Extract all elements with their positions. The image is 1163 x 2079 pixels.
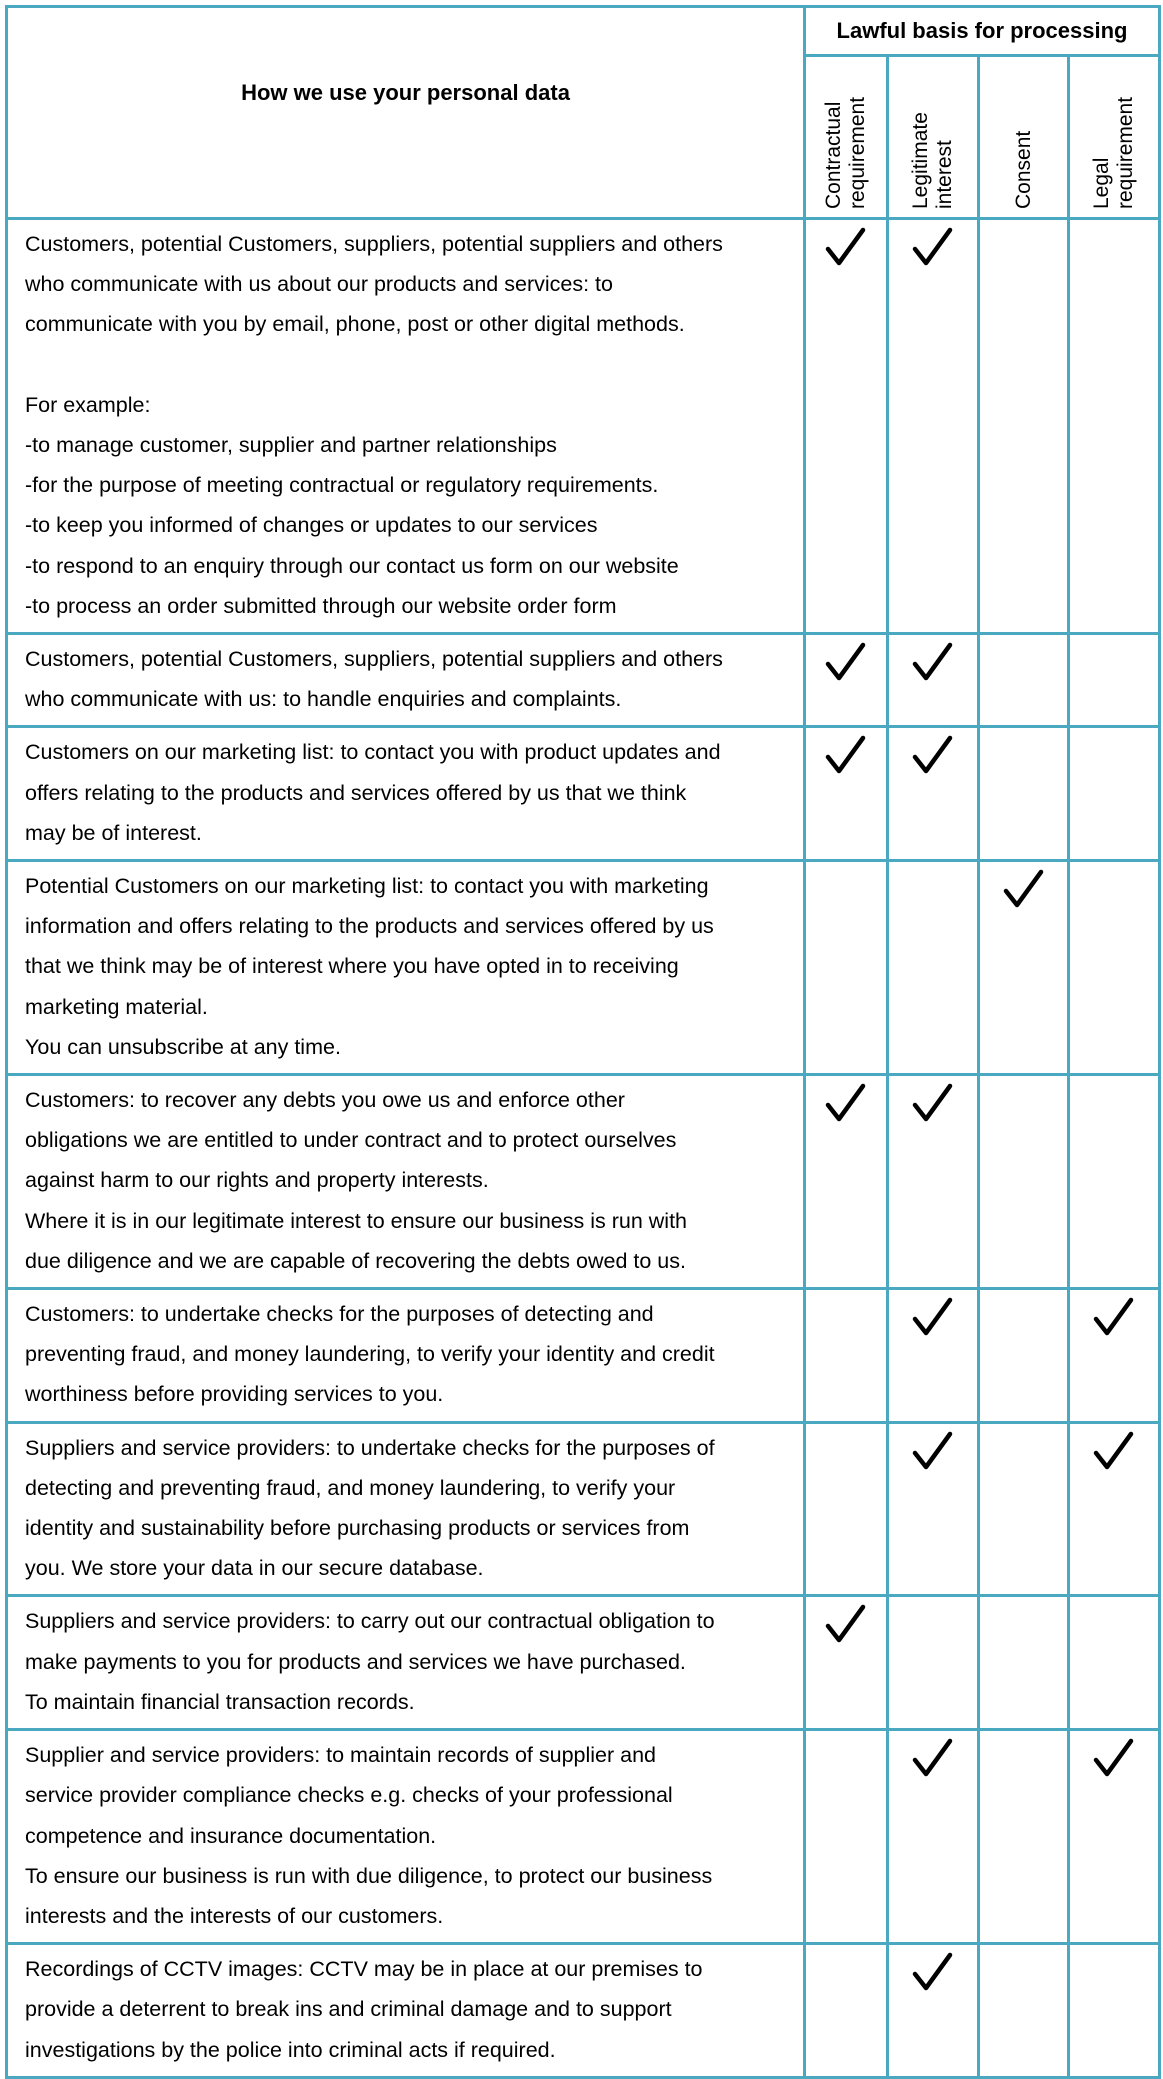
purpose-text-line: that we think may be of interest where you have opted in to receiving [25,954,679,979]
purpose-text-line: Where it is in our legitimate interest to ensure our business is run with [25,1208,688,1233]
purpose-text-line: communicate with you by email, phone, post or other digital methods. [25,312,685,337]
purpose-text-line: you. We store your data in our secure database. [25,1556,484,1581]
purpose-text-line: investigations by the police into criminal acts if required. [25,2037,556,2062]
basis-cell-legal [1069,634,1160,727]
basis-cell-legitimate [888,727,979,861]
basis-cell-contractual [805,1596,888,1730]
purpose-cell [7,1730,805,1944]
lawful-basis-title: Lawful basis for processing [836,18,1128,43]
basis-cell-legitimate [888,861,979,1075]
basis-label-legal: Legal requirement [1090,96,1137,209]
checkmark-icon [911,734,955,778]
purpose-cell [7,634,805,727]
basis-cell-legitimate [888,1289,979,1423]
table-row [7,861,1160,1075]
lawful-basis-table [5,5,1161,2079]
basis-cell-consent [979,634,1069,727]
purpose-text-line: against harm to our rights and property interests. [25,1168,489,1193]
table-row [7,727,1160,861]
basis-cell-contractual [805,1944,888,2078]
purpose-text-line: For example: [25,392,151,417]
purpose-text-line: make payments to you for products and services we have purchased. [25,1649,686,1674]
checkmark-icon [911,1737,955,1781]
purpose-text-line: Customers, potential Customers, suppliers, potential suppliers and others [25,232,723,256]
purpose-text-line: -to respond to an enquiry through our contact us form on our website [25,553,679,578]
basis-cell-legitimate [888,1596,979,1730]
use-column-header [7,7,805,219]
purpose-text-line: provide a deterrent to break ins and criminal damage and to support [25,1997,672,2022]
basis-cell-legal [1069,1596,1160,1730]
basis-cell-legitimate [888,1422,979,1596]
purpose-text-line: Customers, potential Customers, suppliers, potential suppliers and others [25,647,723,672]
table-row [7,1422,1160,1596]
basis-cell-legal [1069,1730,1160,1944]
basis-cell-contractual [805,1289,888,1423]
purpose-text-line: may be of interest. [25,820,202,845]
checkmark-icon [824,1603,868,1647]
purpose-cell [7,1422,805,1596]
checkmark-icon [1092,1430,1136,1474]
checkmark-icon [911,1430,955,1474]
basis-header-contractual [805,56,888,219]
checkmark-icon [1092,1296,1136,1340]
purpose-text-line: service provider compliance checks e.g. checks of your professional [25,1783,673,1808]
table-row [7,1075,1160,1289]
purpose-text-line: preventing fraud, and money laundering, to verify your identity and credit [25,1342,715,1367]
checkmark-icon [824,1082,868,1126]
purpose-text-line: identity and sustainability before purchasing products or services from [25,1516,690,1541]
purpose-text-line: who communicate with us: to handle enquiries and complaints. [25,687,622,712]
purpose-text-line: To ensure our business is run with due diligence, to protect our business [25,1863,713,1888]
lawful-basis-header [805,7,1160,56]
table-body [7,219,1160,2078]
basis-cell-contractual [805,219,888,634]
purpose-text-line: offers relating to the products and services offered by us that we think [25,780,687,805]
basis-label-contractual: Contractual requirement [822,96,869,209]
checkmark-icon [824,226,868,270]
purpose-text-line: Potential Customers on our marketing list: to contact you with marketing [25,874,709,899]
purpose-text-line: Suppliers and service providers: to undertake checks for the purposes of [25,1435,715,1460]
basis-label-consent: Consent [1011,130,1035,209]
purpose-text-line: -to keep you informed of changes or updates to our services [25,513,598,538]
basis-cell-consent [979,1289,1069,1423]
purpose-cell [7,219,805,634]
basis-cell-consent [979,727,1069,861]
basis-cell-legitimate [888,219,979,634]
basis-cell-consent [979,219,1069,634]
purpose-text-line: Suppliers and service providers: to carry out our contractual obligation to [25,1609,715,1634]
basis-cell-legal [1069,1422,1160,1596]
purpose-text-line: obligations we are entitled to under contract and to protect ourselves [25,1128,677,1153]
purpose-text-line: worthiness before providing services to you. [25,1382,444,1407]
basis-cell-contractual [805,1422,888,1596]
purpose-text-line: To maintain financial transaction records. [25,1689,415,1714]
checkmark-icon [911,226,955,270]
table-row [7,1730,1160,1944]
basis-cell-legitimate [888,1944,979,2078]
table-row [7,1596,1160,1730]
basis-cell-legal [1069,1944,1160,2078]
checkmark-icon [824,641,868,685]
checkmark-icon [911,1082,955,1126]
checkmark-icon [911,1951,955,1995]
basis-cell-contractual [805,1730,888,1944]
basis-label-legitimate: Legitimate interest [909,112,956,209]
purpose-text-line: marketing material. [25,994,208,1019]
table-row [7,1289,1160,1423]
use-column-title: How we use your personal data [241,79,570,105]
checkmark-icon [1092,1737,1136,1781]
purpose-cell [7,1075,805,1289]
purpose-text-line [25,345,793,385]
table-row [7,1944,1160,2078]
basis-cell-consent [979,1730,1069,1944]
purpose-text-line: -to process an order submitted through our website order form [25,593,617,618]
purpose-text-line: detecting and preventing fraud, and money laundering, to verify your [25,1475,676,1500]
purpose-text-line: Customers: to recover any debts you owe us and enforce other [25,1088,625,1113]
basis-header-legitimate [888,56,979,219]
checkmark-icon [911,1296,955,1340]
purpose-cell [7,1596,805,1730]
purpose-text-line: information and offers relating to the products and services offered by us [25,914,714,939]
purpose-text-line: Customers: to undertake checks for the purposes of detecting and [25,1302,654,1327]
basis-cell-contractual [805,861,888,1075]
purpose-text-line: interests and the interests of our customers. [25,1903,444,1928]
basis-cell-consent [979,1422,1069,1596]
basis-cell-legitimate [888,634,979,727]
purpose-text-line: who communicate with us about our products and services: to [25,272,613,297]
basis-header-legal [1069,56,1160,219]
checkmark-icon [911,641,955,685]
basis-cell-legal [1069,219,1160,634]
basis-cell-consent [979,1944,1069,2078]
purpose-text-line: Customers on our marketing list: to contact you with product updates and [25,740,721,765]
basis-header-consent [979,56,1069,219]
purpose-cell [7,861,805,1075]
purpose-cell [7,1289,805,1423]
purpose-text-line: Supplier and service providers: to maintain records of supplier and [25,1743,656,1768]
table-row [7,634,1160,727]
purpose-text-line: Recordings of CCTV images: CCTV may be in place at our premises to [25,1957,703,1982]
purpose-cell [7,727,805,861]
basis-cell-contractual [805,727,888,861]
table-row [7,219,1160,634]
purpose-text-line: due diligence and we are capable of recovering the debts owed to us. [25,1248,686,1273]
checkmark-icon [824,734,868,778]
basis-cell-contractual [805,1075,888,1289]
purpose-cell [7,1944,805,2078]
header-row-top [7,7,1160,56]
basis-cell-legal [1069,727,1160,861]
basis-cell-legitimate [888,1075,979,1289]
basis-cell-legitimate [888,1730,979,1944]
basis-cell-contractual [805,634,888,727]
basis-cell-consent [979,1075,1069,1289]
purpose-text-line: -for the purpose of meeting contractual or regulatory requirements. [25,473,659,498]
purpose-text-line: -to manage customer, supplier and partner relationships [25,433,557,457]
basis-cell-legal [1069,1289,1160,1423]
purpose-text-line: You can unsubscribe at any time. [25,1034,341,1059]
basis-cell-consent [979,861,1069,1075]
basis-cell-consent [979,1596,1069,1730]
checkmark-icon [1002,868,1046,912]
basis-cell-legal [1069,861,1160,1075]
basis-cell-legal [1069,1075,1160,1289]
purpose-text-line: competence and insurance documentation. [25,1823,437,1848]
